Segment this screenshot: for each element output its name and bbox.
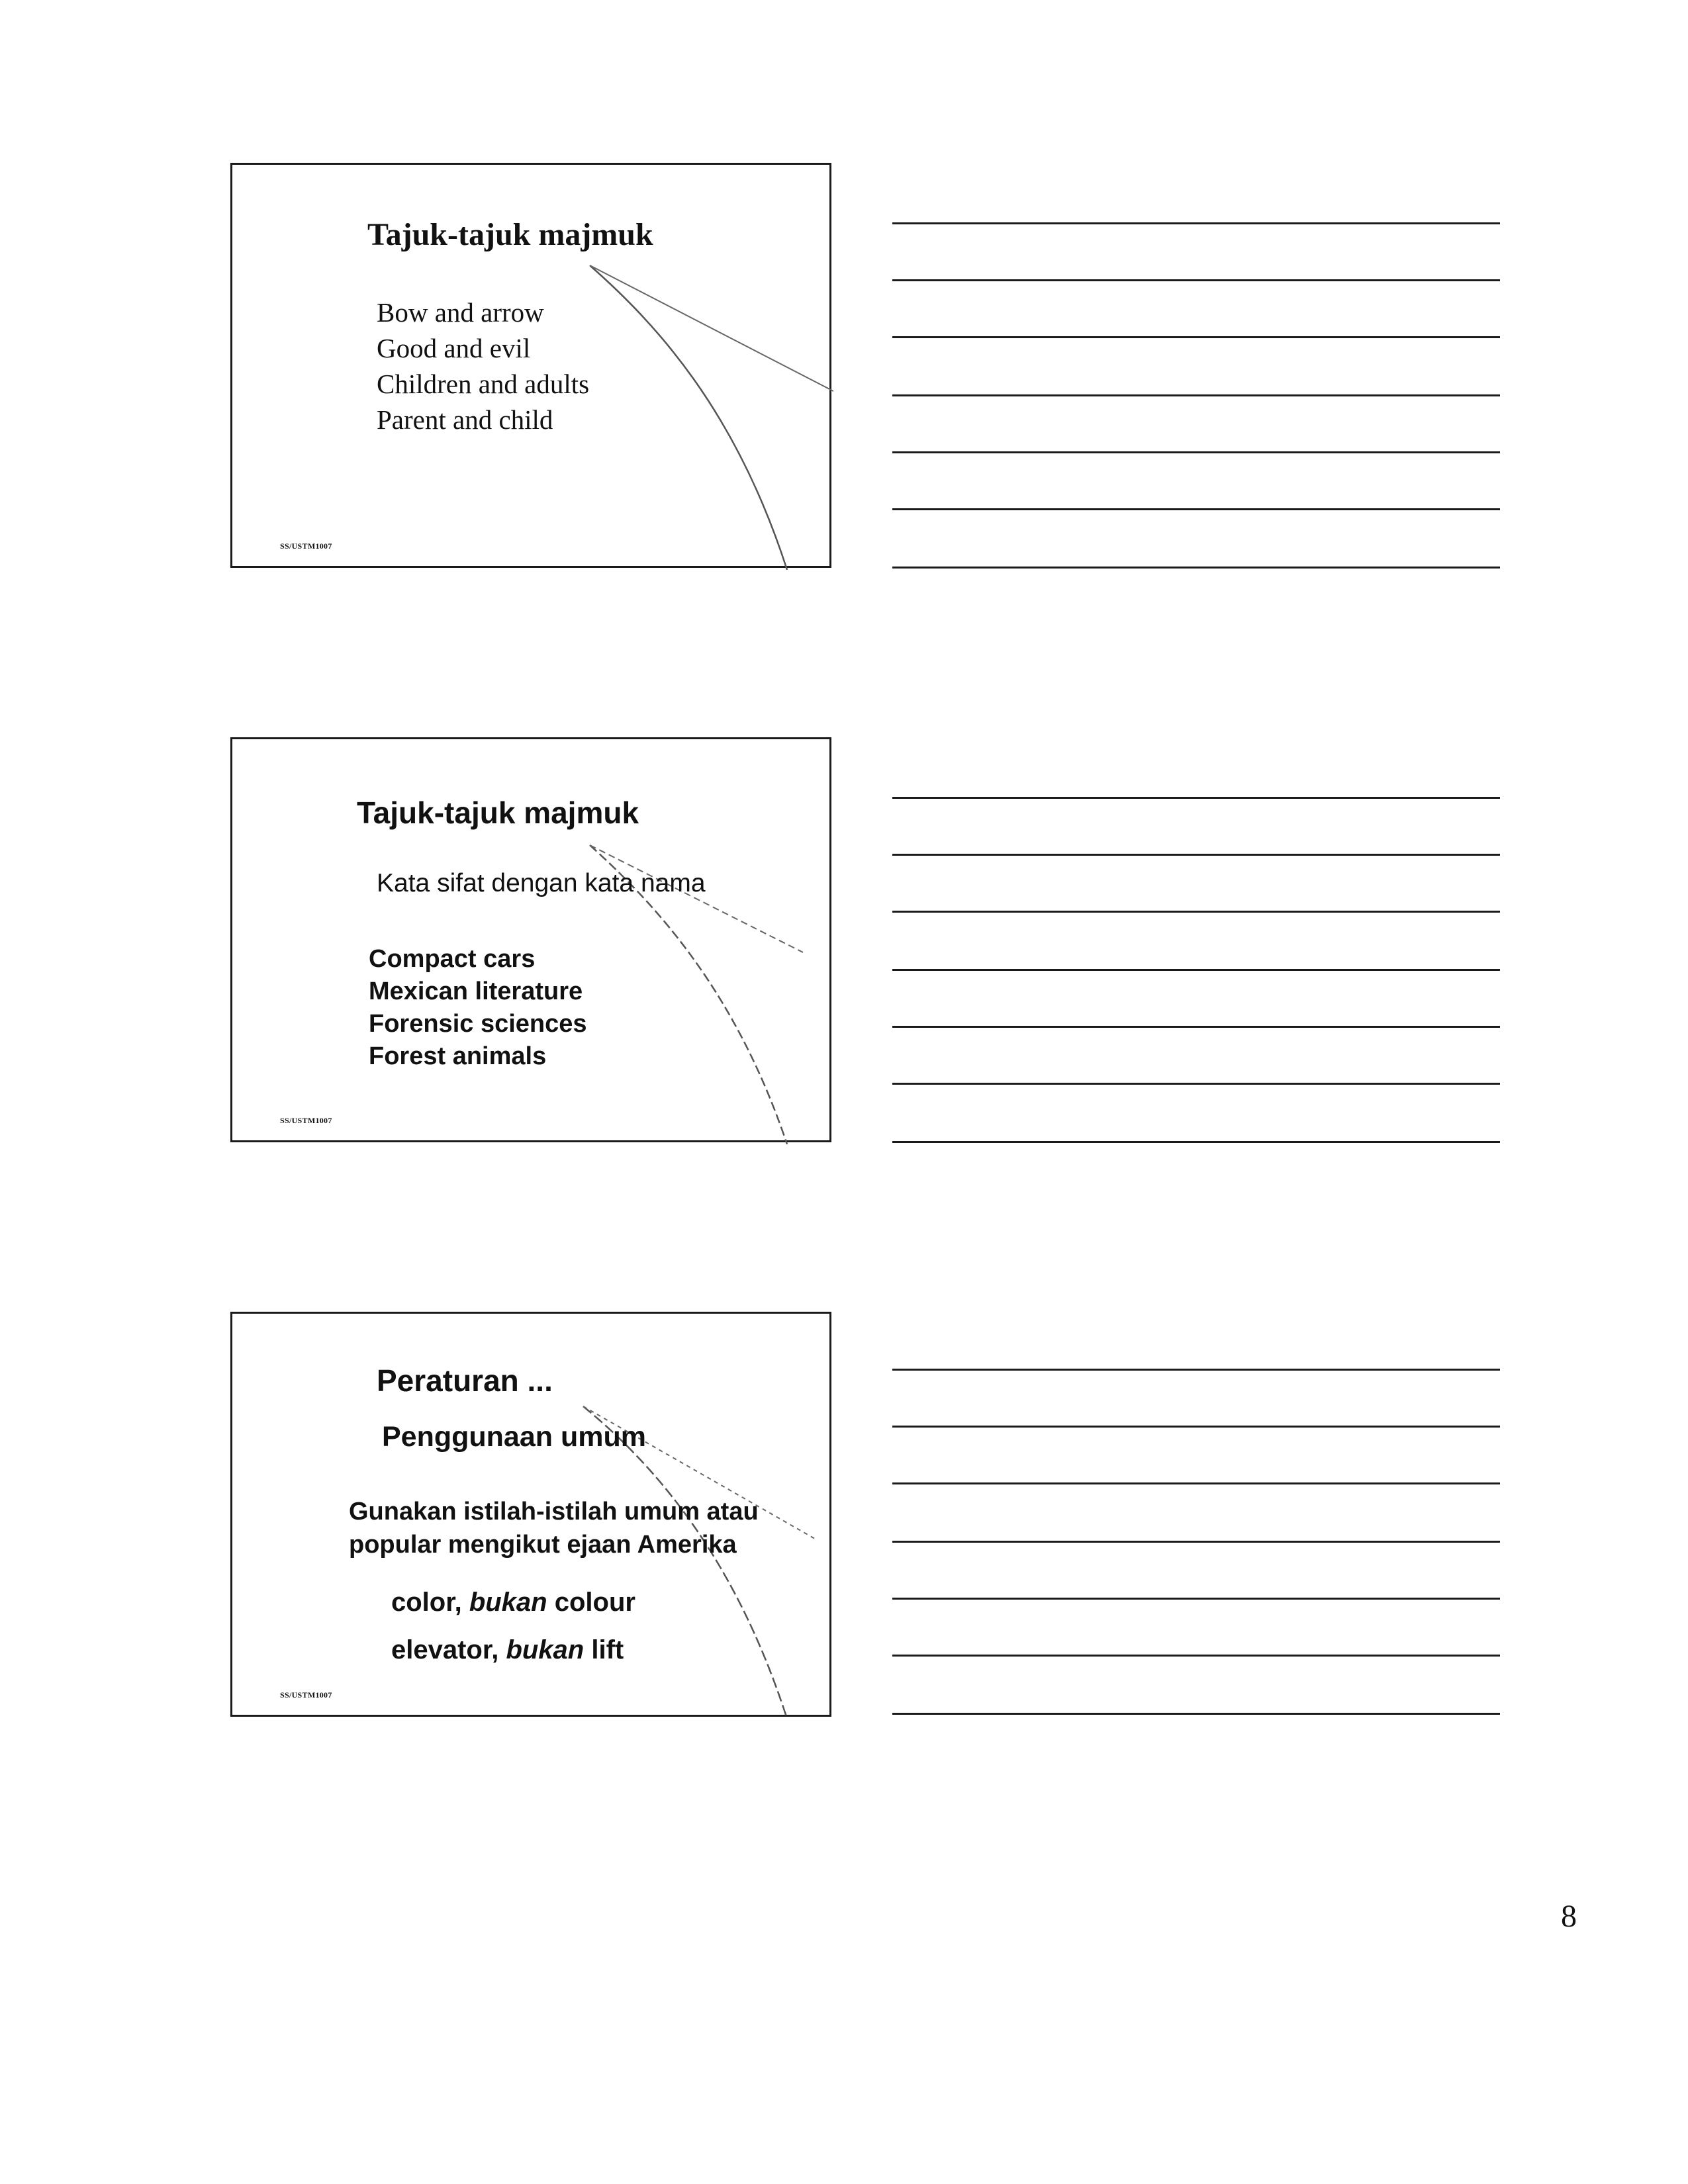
slide-footer: SS/USTM1007 — [280, 1690, 332, 1700]
example-word: elevator, — [391, 1635, 506, 1664]
list-item: Children and adults — [377, 369, 590, 399]
note-line — [892, 1026, 1500, 1028]
slide-list — [369, 943, 587, 1073]
note-line — [892, 1713, 1500, 1715]
note-line — [892, 1426, 1500, 1428]
list-item: Parent and child — [377, 404, 553, 435]
note-line — [892, 1655, 1500, 1657]
slide-footer: SS/USTM1007 — [280, 1116, 332, 1125]
paragraph-line: Gunakan istilah-istilah umum atau — [349, 1498, 759, 1525]
example-connector: bukan — [506, 1635, 585, 1664]
slide-title: Tajuk-tajuk majmuk — [367, 217, 653, 252]
list-item: Compact cars — [369, 945, 536, 973]
example-alt: colour — [547, 1588, 635, 1617]
list-item: Forest animals — [369, 1042, 547, 1070]
note-line — [892, 279, 1500, 281]
slide-list — [377, 295, 589, 437]
note-line — [892, 1482, 1500, 1484]
note-line — [892, 854, 1500, 856]
note-line — [892, 508, 1500, 510]
slide-title: Peraturan ... — [377, 1363, 553, 1398]
paragraph-line: popular mengikut ejaan Amerika — [349, 1531, 737, 1559]
note-line — [892, 394, 1500, 396]
example-connector: bukan — [469, 1588, 547, 1617]
slide-3 — [230, 1312, 831, 1717]
example-2 — [391, 1635, 624, 1665]
note-line — [892, 797, 1500, 799]
list-item: Good and evil — [377, 333, 531, 363]
slide-subtitle: Penggunaan umum — [382, 1421, 646, 1453]
note-line — [892, 1541, 1500, 1543]
note-line — [892, 911, 1500, 913]
note-line — [892, 1598, 1500, 1600]
list-item: Mexican literature — [369, 978, 583, 1005]
example-alt: lift — [584, 1635, 624, 1664]
slide-1 — [230, 163, 831, 568]
list-item: Bow and arrow — [377, 297, 544, 328]
note-line — [892, 451, 1500, 453]
note-line — [892, 336, 1500, 338]
note-line — [892, 969, 1500, 971]
slide-footer: SS/USTM1007 — [280, 541, 332, 551]
list-item: Forensic sciences — [369, 1010, 587, 1038]
note-line — [892, 1083, 1500, 1085]
slide-paragraph — [349, 1495, 759, 1561]
note-line — [892, 1369, 1500, 1371]
slide-title: Tajuk-tajuk majmuk — [357, 796, 639, 830]
note-line — [892, 1141, 1500, 1143]
note-line — [892, 222, 1500, 224]
example-1 — [391, 1588, 635, 1617]
slide-subtitle: Kata sifat dengan kata nama — [377, 869, 706, 897]
slide-2 — [230, 737, 831, 1142]
page-number: 8 — [1561, 1899, 1577, 1934]
note-line — [892, 567, 1500, 569]
example-word: color, — [391, 1588, 469, 1617]
